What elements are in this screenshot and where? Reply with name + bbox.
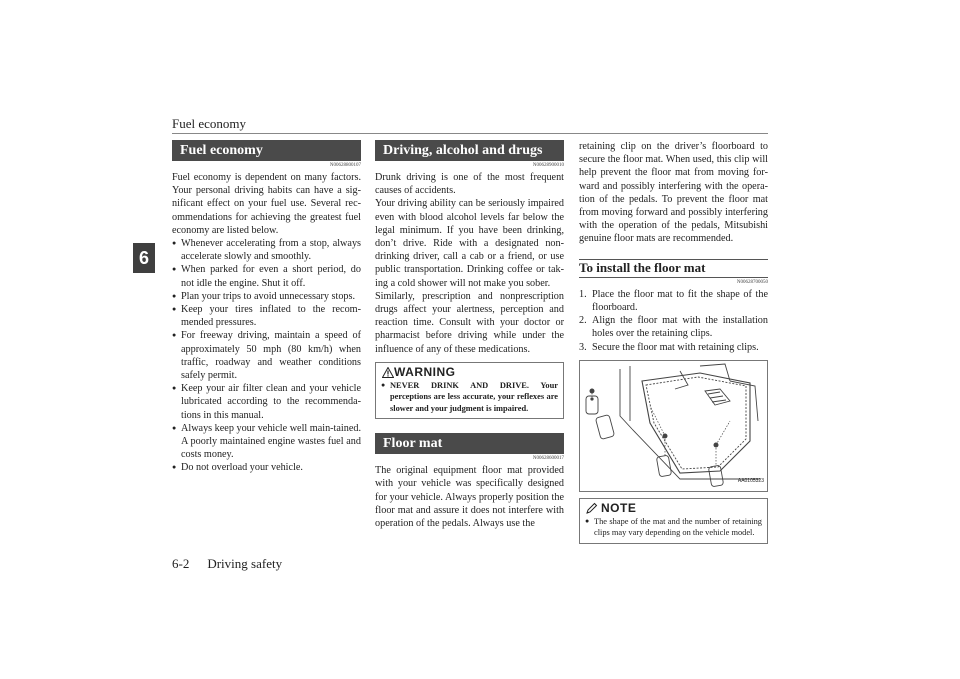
warning-text: ● NEVER DRINK AND DRIVE. Your perceptions are less accurate, your reflexes are slower and your judgment is impaired. [381,380,558,414]
section-code: N00628800107 [329,163,361,168]
warning-box [375,362,564,419]
section-code: N00628900010 [532,163,564,168]
header-rule [172,133,768,134]
page-header-title: Fuel economy [172,116,247,131]
paragraph: Drunk driving is one of the most frequent causes of accidents. [375,172,564,197]
list-item: ● For freeway driving, maintain a speed of approximately 50 mph (80 km/h) when traffic, roadway and weather conditions safely permit. [172,329,361,382]
note-list [585,516,762,539]
list-item: ● Keep your air filter clean and your vehicle lubricated according to the recommenda-tions in this manual. [172,382,361,422]
column-2 [375,140,564,530]
warning-triangle-icon [382,367,394,378]
column-3 [579,140,768,544]
section-code: N00628600017 [532,456,564,462]
warning-text-wrap [376,380,563,418]
list-item: ● Do not overload your vehicle. [172,461,361,474]
note-title: NOTE [601,500,637,515]
list-item: ● Whenever accelerating from a stop, always accelerate slowly and smoothly. [172,237,361,263]
page-number: 6-2 [172,556,190,571]
floor-mat-drawing [580,361,767,491]
figure-label: AA0105323 [737,477,764,484]
list-item: 1. Place the floor mat to fit the shape of the floorboard. [579,288,768,314]
note-header [580,499,767,516]
note-text-wrap [580,516,767,543]
subsection-heading-install: To install the floor mat [579,259,768,278]
section-heading-driving-alcohol: Driving, alcohol and drugs [375,140,564,161]
list-item: ● Plan your trips to avoid unnecessary stops. [172,290,361,303]
section-heading-floor-mat: Floor mat [375,433,564,454]
list-item: ● When parked for even a short period, do not idle the engine. Shut it off. [172,263,361,289]
list-item: 2. Align the floor mat with the installation holes over the retaining clips. [579,315,768,340]
list-item: ● Keep your tires inflated to the recom-mended pressures. [172,303,361,329]
tips-list [172,237,361,475]
floor-mat-paragraph: The original equipment floor mat provided with your vehicle was specifically designed for your vehicle. Always properly position the floor mat and assure it does not interfere with operation of the pedals. Always use the [375,465,564,530]
footer-section-name: Driving safety [207,556,283,571]
warning-header [376,363,563,380]
section-heading-fuel-economy: Fuel economy [172,140,361,161]
intro-paragraph: Fuel economy is dependent on many factors. Your personal driving habits can have a sig-nificant effect on your fuel use. Several rec-ommendations for achieving the greatest fuel economy are listed below. [172,172,361,236]
note-pencil-icon [586,502,598,514]
note-box [579,498,768,544]
paragraph: Your driving ability can be seriously impaired even with blood alcohol levels far below the legal minimum. If you have been drinking, don’t drive. Ride with a designated non-drinking driver, call a cab or a friend, or use public transportation. Drinking coffee or tak-ing a cold shower will not make you sober. [375,198,564,289]
note-text: ● The shape of the mat and the number of retaining clips may vary depending on the vehicle model. [585,516,762,539]
list-item: ● Always keep your vehicle well main-tained. A poorly maintained engine wastes fuel and costs money. [172,422,361,462]
warning-list [381,380,558,414]
list-item: 3. Secure the floor mat with retaining clips. [579,341,759,353]
section-code: N00628700050 [736,279,768,285]
paragraph: Similarly, prescription and nonprescription drugs affect your alertness, perception and reaction time. Consult with your doctor or pharmacist before driving while under the influence of any of these medications. [375,290,564,355]
chapter-tab: 6 [133,243,155,273]
floor-mat-illustration [579,360,768,492]
page-footer [172,556,300,572]
floor-mat-paragraph-continued: retaining clip on the driver’s floorboard to secure the floor mat. When used, this clip will help prevent the floor mat from moving for-ward and possibly interfering with the opera-tion of the pedals. To prevent the floor mat from moving forward and possibly interfering with the operation of the pedals, Mitsubishi genuine floor mats are recommended. [579,141,768,245]
warning-title: WARNING [394,364,456,379]
column-1 [172,140,361,475]
install-steps [579,288,768,354]
